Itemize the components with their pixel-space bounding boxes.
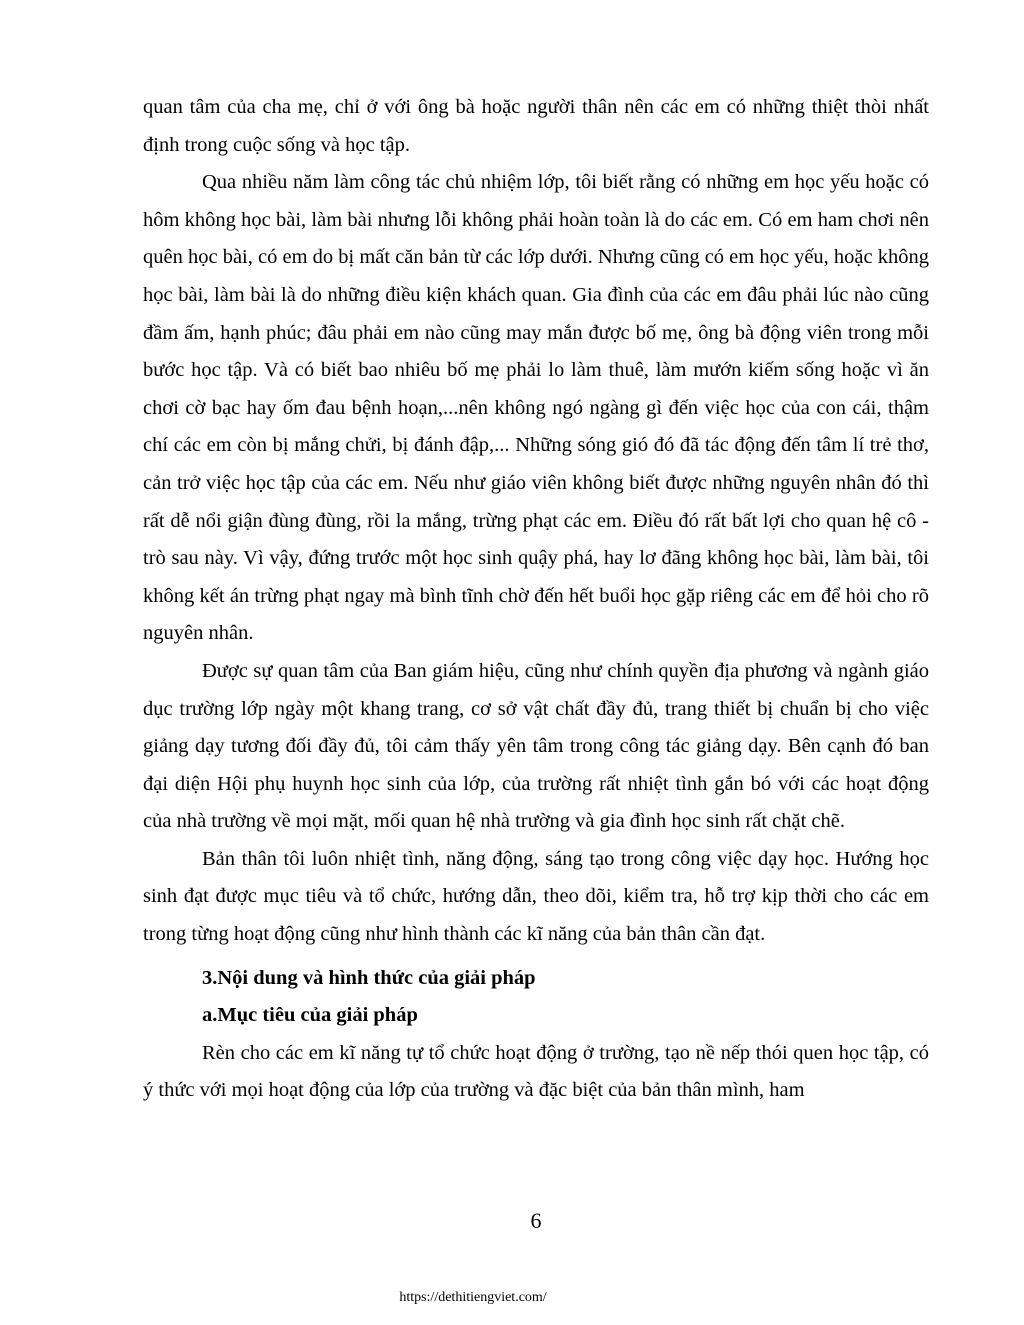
footer-url[interactable]: https://dethitiengviet.com/ <box>399 1290 547 1305</box>
paragraph-continuation: quan tâm của cha mẹ, chỉ ở với ông bà hoặc người thân nên các em có những thiệt thòi nhất định trong cuộc sống và học tập. <box>143 96 929 156</box>
paragraph-school-support: Được sự quan tâm của Ban giám hiệu, cũng như chính quyền địa phương và ngành giáo dục trường lớp ngày một khang trang, cơ sở vật chất đầy đủ, trang thiết bị chuẩn bị cho việc giảng dạy tương đối đầy đủ, tôi cảm thấy yên tâm trong công tác giảng dạy. Bên cạnh đó ban đại diện Hội phụ huynh học sinh của lớp, của trường rất nhiệt tình gắn bó với các hoạt động của nhà trường về mọi mặt, mối quan hệ nhà trường và gia đình học sinh rất chặt chẽ. <box>143 659 929 833</box>
document-page <box>143 89 929 1110</box>
paragraph-teacher-self: Bản thân tôi luôn nhiệt tình, năng động, sáng tạo trong công việc dạy học. Hướng học sinh đạt được mục tiêu và tổ chức, hướng dẫn, theo dõi, kiểm tra, hỗ trợ kịp thời cho các em trong từng hoạt động cũng như hình thành các kĩ năng của bản thân cần đạt. <box>143 847 929 946</box>
paragraph-homeroom-experience: Qua nhiều năm làm công tác chủ nhiệm lớp, tôi biết rằng có những em học yếu hoặc có hôm không học bài, làm bài nhưng lỗi không phải hoàn toàn là do các em. Có em ham chơi nên quên học bài, có em do bị mất căn bản từ các lớp dưới. Nhưng cũng có em học yếu, hoặc không học bài, làm bài là do những điều kiện khách quan. Gia đình của các em đâu phải lúc nào cũng đầm ấm, hạnh phúc; đâu phải em nào cũng may mắn được bố mẹ, ông bà động viên trong mỗi bước học tập. Và có biết bao nhiêu bố mẹ phải lo làm thuê, làm mướn kiếm sống hoặc vì ăn chơi cờ bạc hay ốm đau bệnh hoạn,...nên không ngó ngàng gì đến việc học của con cái, thậm chí các em còn bị mắng chửi, bị đánh đập,... Những sóng gió đó đã tác động đến tâm lí trẻ thơ, cản trở việc học tập của các em. Nếu như giáo viên không biết được những nguyên nhân đó thì rất dễ nổi giận đùng đùng, rồi la mắng, trừng phạt các em. Điều đó rất bất lợi cho quan hệ cô - trò sau này. Vì vậy, đứng trước một học sinh quậy phá, hay lơ đãng không học bài, làm bài, tôi không kết án trừng phạt ngay mà bình tĩnh chờ đến hết buổi học gặp riêng các em để hỏi cho rõ nguyên nhân. <box>143 171 929 645</box>
paragraph-objective: Rèn cho các em kĩ năng tự tổ chức hoạt động ở trường, tạo nề nếp thói quen học tập, có ý thức với mọi hoạt động của lớp của trường và đặc biệt của bản thân mình, ham <box>143 1041 929 1102</box>
subsection-heading: a.Mục tiêu của giải pháp <box>202 1004 418 1027</box>
page-number: 6 <box>530 1208 542 1233</box>
section-heading: 3.Nội dung và hình thức của giải pháp <box>202 966 536 989</box>
